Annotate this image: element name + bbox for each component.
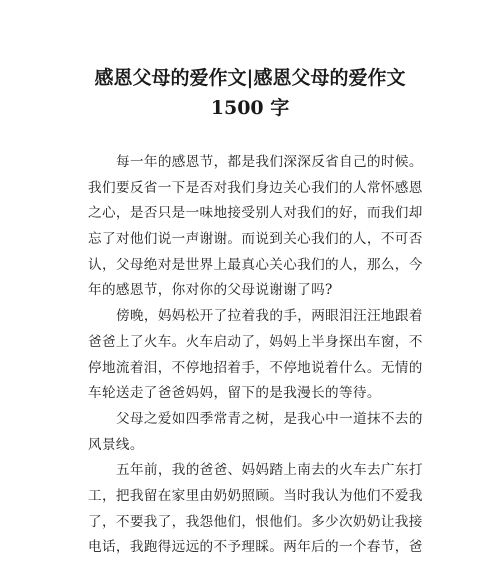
document-body (88, 150, 423, 561)
body-line: 工，把我留在家里由奶奶照顾。当时我认为他们不爱我 (88, 487, 423, 504)
body-line: 爸爸上了火车。火车启动了，妈妈上半身探出车窗，不 (88, 333, 423, 350)
body-line: 傍晚，妈妈松开了拉着我的手，两眼泪汪汪地跟着 (116, 308, 423, 325)
body-line: 之心，是否只是一味地接受别人对我们的好，而我们却 (88, 205, 423, 222)
body-line: 停地流着泪，不停地招着手，不停地说着什么。无情的 (88, 359, 423, 376)
body-line: 电话，我跑得远远的不予理睬。两年后的一个春节，爸 (88, 539, 423, 556)
body-line: 车轮送走了爸爸妈妈，留下的是我漫长的等待。 (88, 385, 381, 402)
body-line: 年的感恩节，你对你的父母说谢谢了吗? (88, 282, 333, 299)
body-line: 认，父母绝对是世界上最真心关心我们的人，那么，今 (88, 256, 423, 273)
body-line: 了，不要我了，我怨他们，恨他们。多少次奶奶让我接 (88, 513, 423, 530)
body-line: 父母之爱如四季常青之树，是我心中一道抹不去的 (116, 410, 423, 427)
body-line: 五年前，我的爸爸、妈妈踏上南去的火车去广东打 (116, 462, 423, 479)
body-line: 我们要反省一下是否对我们身边关心我们的人常怀感恩 (88, 179, 423, 196)
body-line: 每一年的感恩节，都是我们深深反省自己的时候。 (116, 154, 423, 170)
body-line: 风景线。 (88, 436, 144, 453)
document-title-line-2: 1500 字 (210, 97, 290, 119)
document-title-line-1: 感恩父母的爱作文|感恩父母的爱作文 (94, 67, 406, 89)
body-line: 忘了对他们说一声谢谢。而说到关心我们的人，不可否 (88, 231, 423, 248)
